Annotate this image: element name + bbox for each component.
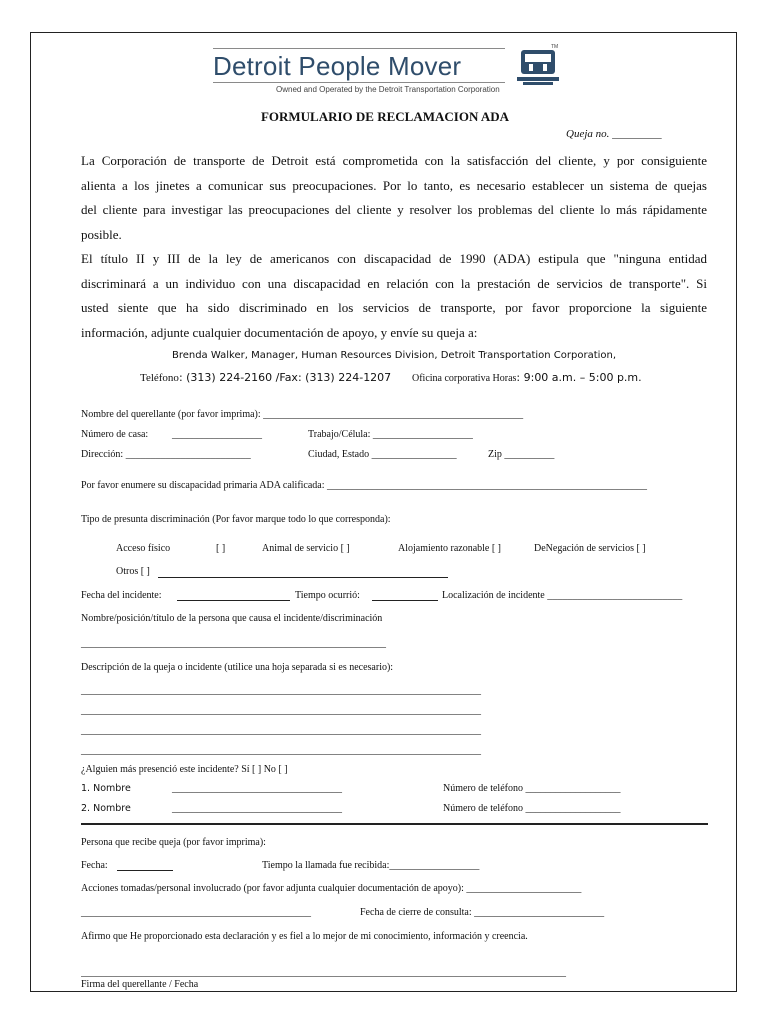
witness-2-phone-field[interactable]: Número de teléfono ___________________ xyxy=(443,803,621,814)
ada-line: El título II y III de la ley de americanos con discapacidad de 1990 (ADA) estipula que "ninguna entidad xyxy=(81,251,707,266)
witness-1-label: 1. Nombre xyxy=(81,783,131,794)
hours-label: Oficina corporativa Horas xyxy=(412,373,517,384)
person-causing-label: Nombre/posición/título de la persona que causa el incidente/discriminación xyxy=(81,613,383,624)
ada-paragraph xyxy=(81,247,707,345)
work-cell-field[interactable]: Trabajo/Célula: ____________________ xyxy=(308,429,473,440)
hours-value: : 9:00 a.m. – 5:00 p.m. xyxy=(516,371,642,384)
reasonable-accommodation-checkbox[interactable]: Alojamiento razonable [ ] xyxy=(398,543,502,554)
ada-line: discriminará a un individuo con una discapacidad en relación con la prestación de servicios de transporte". Si xyxy=(81,275,707,291)
other-checkbox[interactable]: Otros [ ] xyxy=(116,566,150,577)
complaint-number-field[interactable]: Queja no. _________ xyxy=(566,128,662,140)
train-logo-icon xyxy=(517,48,561,88)
phone-value: : (313) 224-2160 /Fax: (313) 224-1207 xyxy=(178,371,392,384)
signature-field[interactable]: _________________________________________________________________________________________________ xyxy=(81,967,566,978)
city-state-field[interactable]: Ciudad, Estado _________________ xyxy=(308,449,457,460)
witness-2-name-field[interactable]: __________________________________ xyxy=(172,803,342,814)
section-divider xyxy=(81,823,708,825)
intro-line: del cliente para investigar las preocupaciones del cliente y resolver los problemas del cliente lo más rápidamente xyxy=(81,202,707,217)
other-line[interactable] xyxy=(158,566,448,578)
logo-subtitle: Owned and Operated by the Detroit Transportation Corporation xyxy=(276,85,500,94)
form-title: FORMULARIO DE RECLAMACION ADA xyxy=(260,109,510,124)
time-occurred-field[interactable] xyxy=(372,590,438,601)
call-time-field[interactable]: Tiempo la llamada fue recibida:__________________ xyxy=(262,860,480,871)
incident-date-field[interactable] xyxy=(177,590,290,601)
incident-location-field[interactable]: Localización de incidente ___________________________ xyxy=(442,590,683,601)
witness-question[interactable]: ¿Alguien más presenció este incidente? Sí [ ] No [ ] xyxy=(81,764,288,775)
actions-taken-field[interactable]: Acciones tomadas/personal involucrado (por favor adjunta cualquier documentación de apoyo): _______________________ xyxy=(81,883,582,894)
trademark-label: TM xyxy=(551,44,559,50)
witness-2-label: 2. Nombre xyxy=(81,803,131,814)
signature-label: Firma del querellante / Fecha xyxy=(81,979,199,990)
intro-line: alienta a los jinetes a comunicar sus preocupaciones. Por lo tanto, es necesario establecer un sistema de quejas xyxy=(81,177,707,193)
intro-paragraph xyxy=(81,149,707,247)
phone-line xyxy=(140,371,391,384)
contact-name: Brenda Walker, Manager, Human Resources Division, Detroit Transportation Corporation, xyxy=(171,350,617,361)
description-line[interactable]: ________________________________________________________________________________ xyxy=(81,705,481,716)
logo-rule xyxy=(213,82,505,83)
complainant-name-field[interactable]: Nombre del querellante (por favor imprima): ____________________________________________________ xyxy=(81,409,524,420)
witness-1-name-field[interactable]: __________________________________ xyxy=(172,783,342,794)
description-line[interactable]: ________________________________________________________________________________ xyxy=(81,685,481,696)
disability-field[interactable]: Por favor enumere su discapacidad primaria ADA calificada: ________________________________________________________________ xyxy=(81,480,648,491)
hours-line xyxy=(412,371,642,384)
ada-line: usted siente que ha sido discriminado en los servicios de transporte, por favor proporcione la siguiente xyxy=(81,300,707,315)
house-number-field[interactable]: __________________ xyxy=(172,429,262,440)
zip-field[interactable]: Zip __________ xyxy=(488,449,555,460)
denial-of-service-checkbox[interactable]: DeNegación de servicios [ ] xyxy=(534,543,646,554)
address-field[interactable]: Dirección: _________________________ xyxy=(81,449,251,460)
discrimination-type-label: Tipo de presunta discriminación (Por favor marque todo lo que corresponda): xyxy=(81,514,391,525)
date-field[interactable] xyxy=(117,860,173,871)
actions-continuation-field[interactable]: ______________________________________________ xyxy=(81,907,311,918)
receiver-label: Persona que recibe queja (por favor imprima): xyxy=(81,837,266,848)
description-line[interactable]: ________________________________________________________________________________ xyxy=(81,745,481,756)
logo-top-rule xyxy=(213,48,505,49)
logo-wordmark: Detroit People Mover xyxy=(213,51,462,81)
phone-label: Teléfono xyxy=(140,372,179,384)
service-animal-checkbox[interactable]: Animal de servicio [ ] xyxy=(262,543,350,554)
intro-line: posible. xyxy=(81,226,122,242)
time-occurred-label: Tiempo ocurrió: xyxy=(295,590,360,601)
affirmation-text: Afirmo que He proporcionado esta declaración y es fiel a lo mejor de mi conocimiento, información y creencia. xyxy=(81,931,528,942)
witness-1-phone-field[interactable]: Número de teléfono ___________________ xyxy=(443,783,621,794)
house-number-label: Número de casa: xyxy=(81,429,149,440)
description-line[interactable]: ________________________________________________________________________________ xyxy=(81,725,481,736)
intro-line: La Corporación de transporte de Detroit está comprometida con la satisfacción del cliente, y por consiguiente xyxy=(81,153,707,168)
incident-date-label: Fecha del incidente: xyxy=(81,590,162,601)
person-causing-field[interactable]: _____________________________________________________________ xyxy=(81,638,386,649)
date-label: Fecha: xyxy=(81,860,108,871)
ada-line: información, adjunte cualquier documentación de apoyo, y envíe su queja a: xyxy=(81,324,478,340)
description-label: Descripción de la queja o incidente (utilice una hoja separada si es necesario): xyxy=(81,662,394,673)
closing-date-field[interactable]: Fecha de cierre de consulta: __________________________ xyxy=(360,907,605,918)
physical-access-label: Acceso físico xyxy=(116,543,171,554)
physical-access-checkbox[interactable]: [ ] xyxy=(216,543,226,554)
